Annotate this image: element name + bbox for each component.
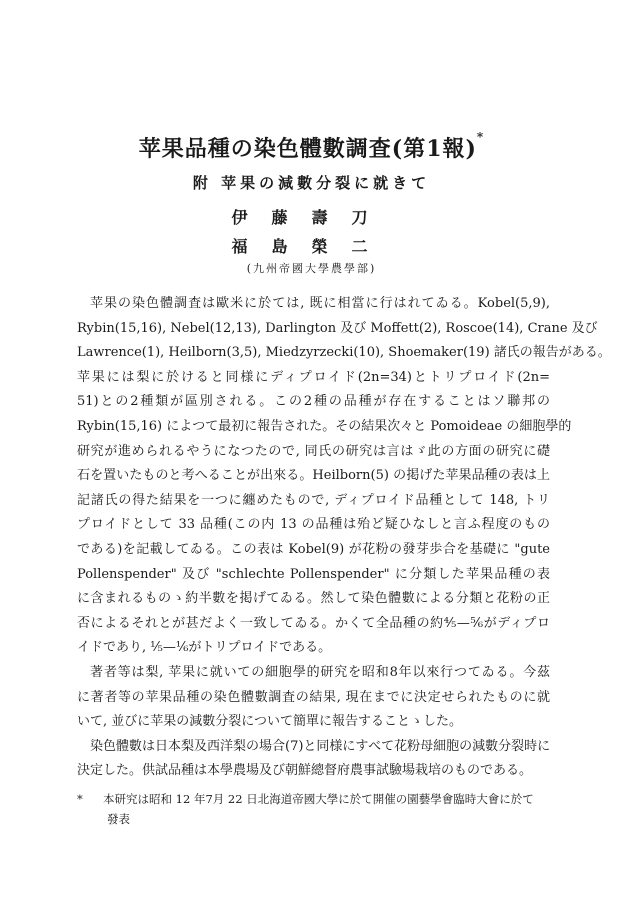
body-line: 苹果には梨に於けると同様にディプロイド(2n=34)とトリプロイド(2n= bbox=[77, 369, 550, 385]
footnote-mark: * bbox=[77, 792, 83, 806]
body-line: 石を置いたものと考へることが出來る。Heilborn(5) の掲げた苹果品種の表は上 bbox=[77, 468, 550, 484]
paper-subtitle: 附 苹果の減數分裂に就きて bbox=[192, 174, 431, 192]
title-footnote-mark: * bbox=[476, 130, 485, 144]
body-line: イドであり, ⅕—⅙がトリプロイドである。 bbox=[77, 640, 332, 656]
body-line: いて, 並びに苹果の減數分裂について簡單に報告することゝした。 bbox=[77, 714, 463, 730]
body-line: Pollenspender" 及び "schlechte Pollenspender" に分類した苹果品種の表 bbox=[77, 566, 550, 582]
body-text bbox=[77, 292, 611, 784]
paper-title bbox=[0, 132, 623, 163]
body-line: Rybin(15,16) によつて最初に報告された。その結果次々と Pomoideae の細胞學的 bbox=[77, 418, 572, 434]
footnote-text: 本研究は昭和 12 年7月 22 日北海道帝國大學に於て開催の園藝學會臨時大會に於て bbox=[103, 792, 534, 806]
body-line: 染色體數は日本梨及西洋梨の場合(7)と同様にすべて花粉母細胞の減數分裂時に bbox=[90, 738, 551, 754]
footnote bbox=[77, 789, 550, 829]
body-line: に著者等の苹果品種の染色體數調査の結果, 現在までに決定せられたものに就 bbox=[77, 689, 550, 705]
footnote-line-2: 發表 bbox=[107, 812, 130, 826]
body-line: 51)との2種類が區別される。この2種の品種が存在することはソ聯邦の bbox=[77, 394, 550, 410]
footnote-line-1 bbox=[77, 789, 550, 809]
body-line: 研究が進められるやうになつたので, 同氏の研究は言はゞ此の方面の研究に礎 bbox=[77, 443, 550, 459]
body-line: Lawrence(1), Heilborn(3,5), Miedzyrzecki(10), Shoemaker(19) 諸氏の報告がある。 bbox=[77, 345, 611, 361]
body-line: 否によるそれとが甚だよく一致してゐる。かくて全品種の約⅘—⅚がディプロ bbox=[77, 615, 550, 631]
body-line: である)を記載してゐる。この表は Kobel(9) が花粉の發芽歩合を基礎に "gute bbox=[77, 541, 550, 557]
body-line: 著者等は梨, 苹果に就いての細胞學的研究を昭和8年以來行つてゐる。今茲 bbox=[90, 664, 550, 680]
body-line: 決定した。供試品種は本學農場及び朝鮮總督府農事試驗場栽培のものである。 bbox=[77, 763, 533, 779]
body-line: 苹果の染色體調査は歐米に於ては, 既に相當に行はれてゐる。Kobel(5,9), bbox=[90, 296, 550, 311]
author-2: 福島榮二 bbox=[231, 237, 392, 256]
body-line: に含まれるものゝ約半數を掲げてゐる。然して染色體數による分類と花粉の正 bbox=[77, 591, 550, 607]
author-1: 伊藤壽刀 bbox=[231, 208, 392, 227]
title-text: 苹果品種の染色體數調査(第1報) bbox=[138, 136, 477, 162]
body-line: プロイドとして 33 品種(この内 13 の品種は殆ど疑ひなしと言ふ程度のもの bbox=[77, 517, 550, 533]
affiliation: (九州帝國大學農學部) bbox=[246, 262, 377, 275]
body-line: Rybin(15,16), Nebel(12,13), Darlington 及び Moffett(2), Roscoe(14), Crane 及び bbox=[77, 320, 598, 336]
body-line: 記諸氏の得た結果を一つに纏めたもので, ディプロイド品種として 148, トリ bbox=[77, 492, 550, 508]
